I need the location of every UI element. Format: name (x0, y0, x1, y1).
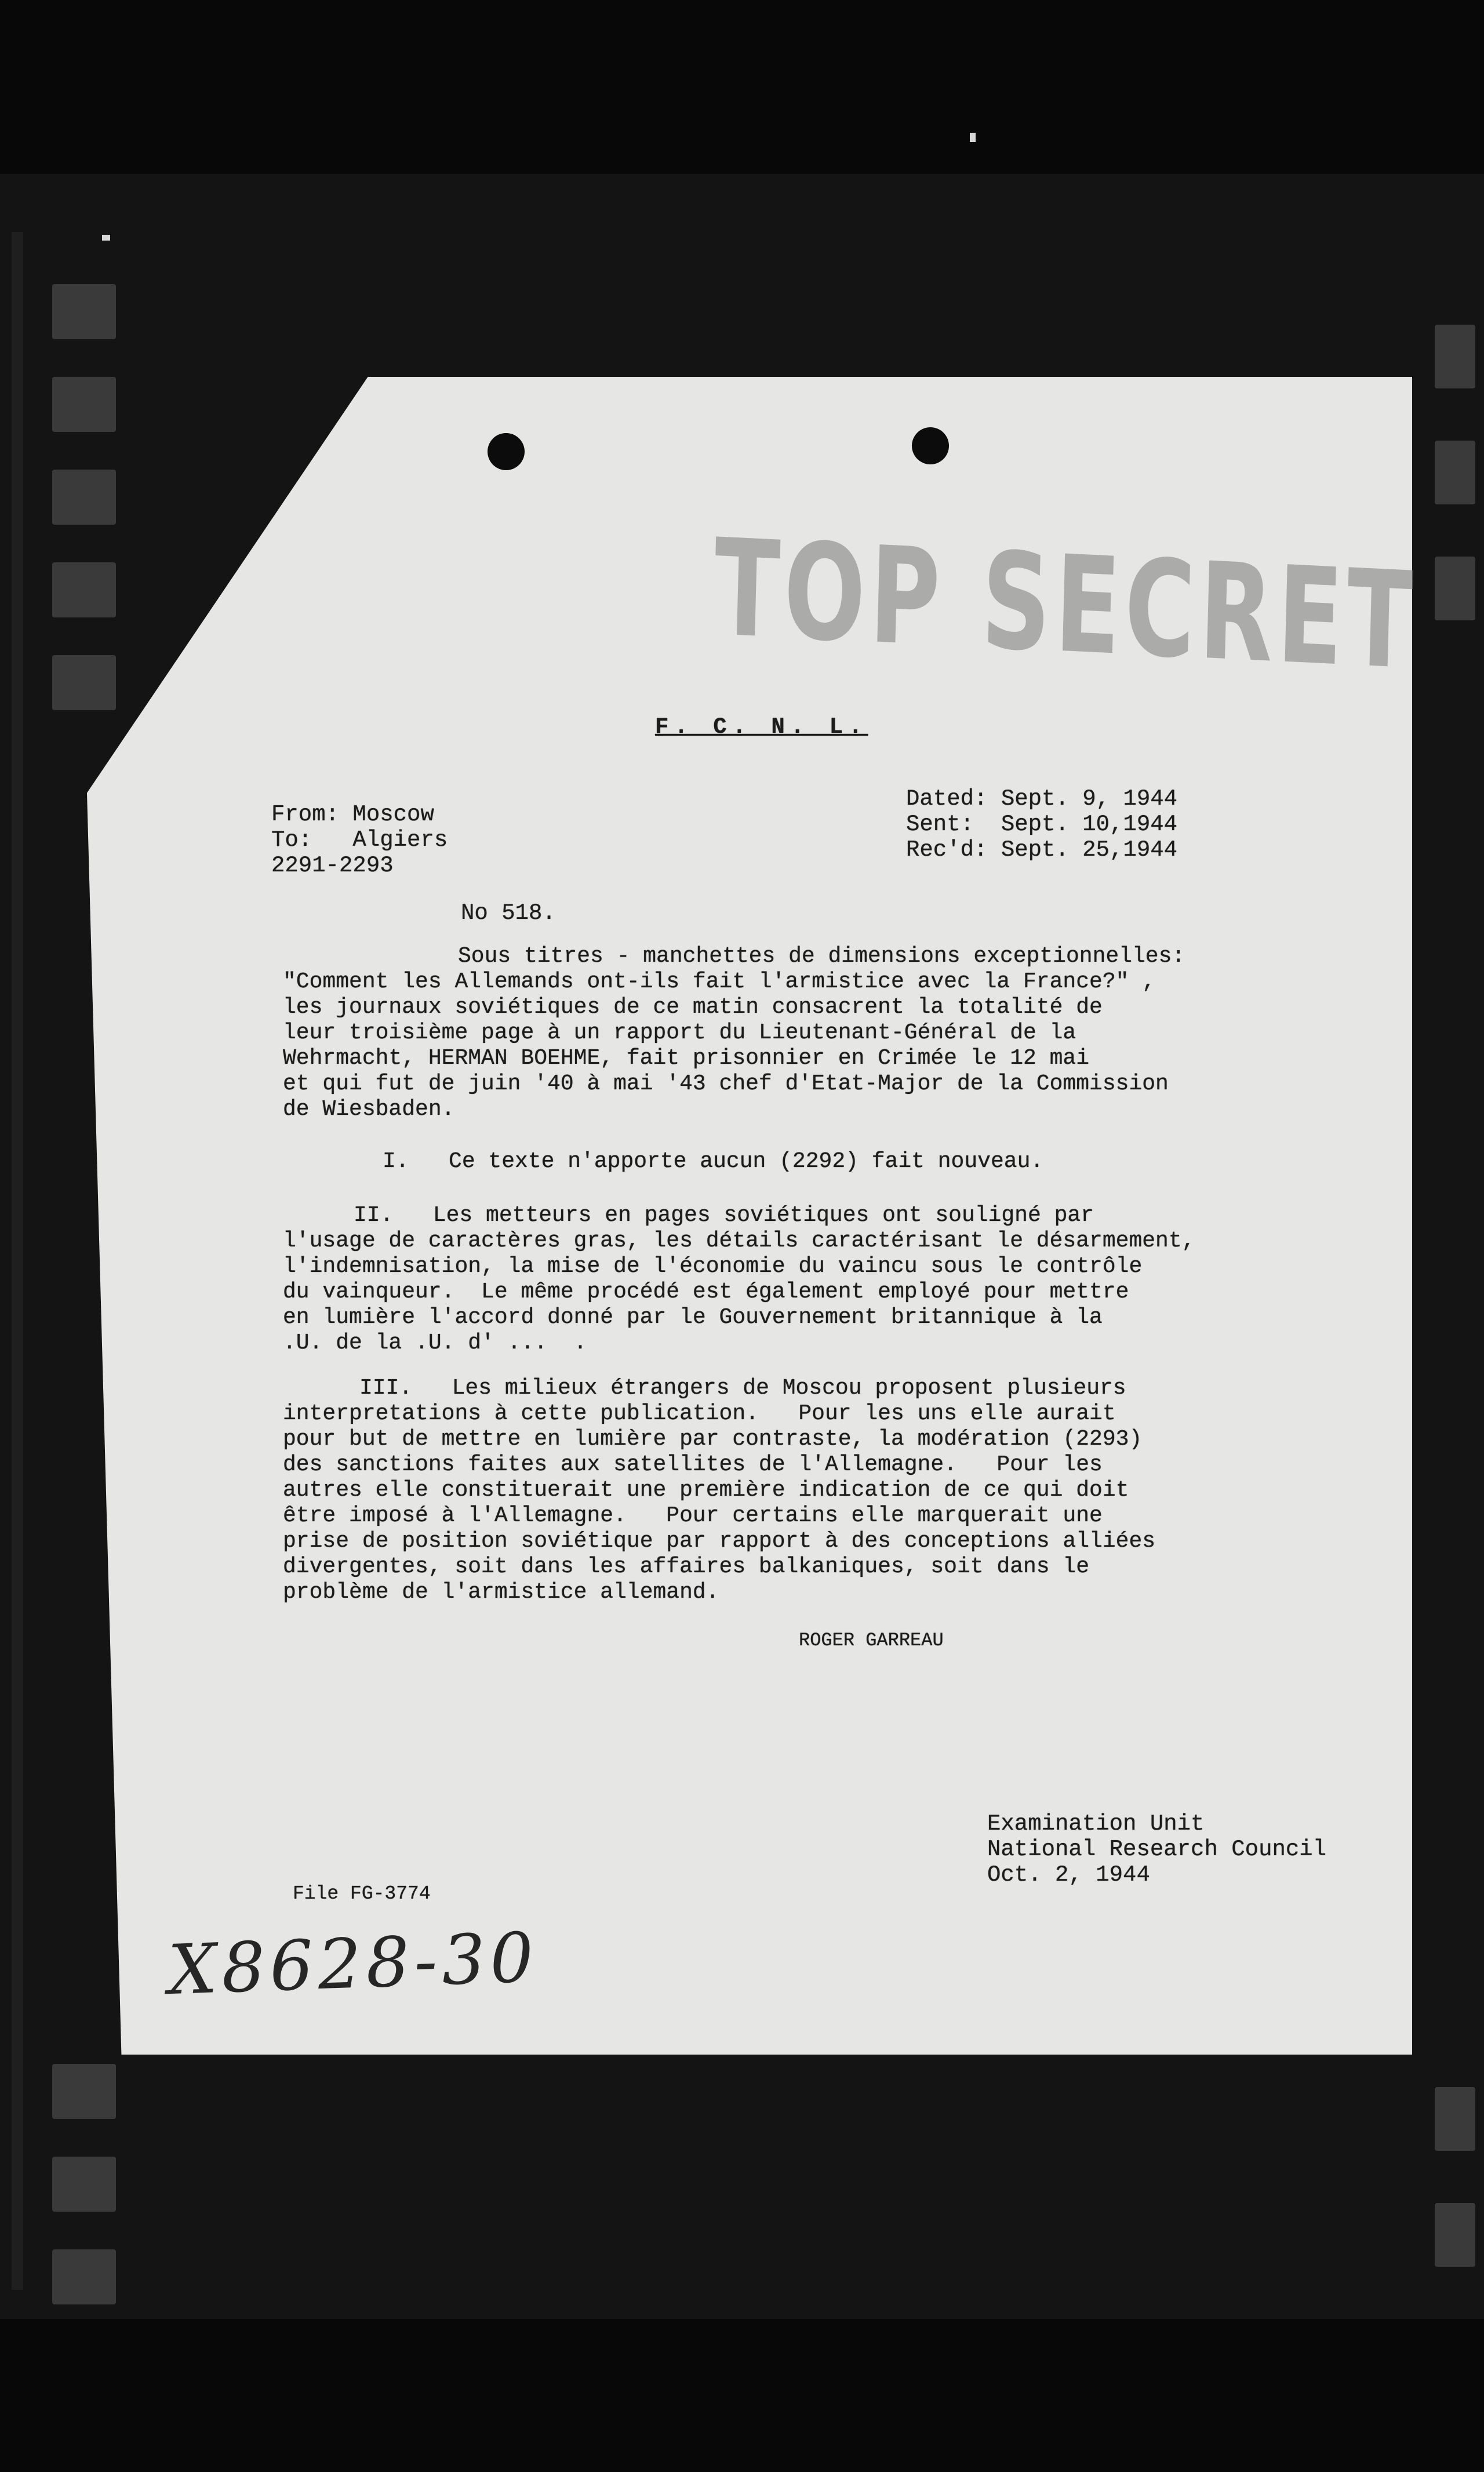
body-line: interpretations à cette publication. Pour les uns elle aurait (283, 1401, 1116, 1426)
exam-date-line: Oct. 2, 1944 (987, 1862, 1150, 1888)
sprocket-hole (52, 2249, 116, 2304)
body-line: divergentes, soit dans les affaires balkaniques, soit dans le (283, 1554, 1090, 1579)
exam-unit-line: Examination Unit (987, 1811, 1205, 1837)
body-line: être imposé à l'Allemagne. Pour certains elle marquerait une (283, 1503, 1103, 1528)
handwritten-annotation: X8628-30 (166, 1917, 540, 2011)
signature: ROGER GARREAU (799, 1630, 944, 1651)
body-line: des sanctions faites aux satellites de l'Allemagne. Pour les (283, 1452, 1103, 1477)
body-line: I. Ce texte n'apporte aucun (2292) fait nouveau. (383, 1149, 1044, 1174)
body-line: II. Les metteurs en pages soviétiques ont souligné par (354, 1203, 1094, 1228)
sprocket-hole (52, 655, 116, 710)
sprocket-hole (1435, 325, 1475, 388)
from-line: From: Moscow (271, 802, 434, 827)
sprocket-hole (52, 562, 116, 617)
film-speck (970, 133, 976, 142)
received-line: Rec'd: Sept. 25,1944 (906, 837, 1178, 863)
sprocket-hole (52, 377, 116, 432)
sprocket-hole (52, 2064, 116, 2119)
body-line: Wehrmacht, HERMAN BOEHME, fait prisonnier en Crimée le 12 mai (283, 1046, 1090, 1071)
body-line: prise de position soviétique par rapport à des conceptions alliées (283, 1529, 1156, 1554)
body-line: du vainqueur. Le même procédé est également employé pour mettre (283, 1279, 1129, 1304)
body-line: .U. de la .U. d' ... . (283, 1330, 587, 1355)
body-line: "Comment les Allemands ont-ils fait l'armistice avec la France?" , (283, 969, 1156, 994)
sent-line: Sent: Sept. 10,1944 (906, 812, 1178, 837)
punch-hole (488, 433, 525, 470)
body-line: et qui fut de juin '40 à mai '43 chef d'Etat-Major de la Commission (283, 1071, 1169, 1096)
sprocket-hole (1435, 557, 1475, 620)
sprocket-hole (1435, 2203, 1475, 2267)
sprocket-hole (52, 2157, 116, 2212)
document-header: F. C. N. L. (655, 714, 868, 740)
body-line: l'indemnisation, la mise de l'économie du vaincu sous le contrôle (283, 1254, 1143, 1279)
body-line: III. Les milieux étrangers de Moscou proposent plusieurs (359, 1376, 1126, 1401)
body-line: leur troisième page à un rapport du Lieutenant-Général de la (283, 1020, 1076, 1045)
film-speck (102, 235, 110, 241)
top-secret-stamp: TOP SECRET (712, 511, 1419, 700)
exam-council-line: National Research Council (987, 1837, 1327, 1862)
punch-hole (912, 427, 949, 464)
sprocket-hole (52, 470, 116, 525)
sprocket-hole (52, 284, 116, 339)
to-line: To: Algiers (271, 827, 448, 853)
body-line: Sous titres - manchettes de dimensions exceptionnelles: (458, 944, 1185, 969)
body-line: de Wiesbaden. (283, 1097, 455, 1122)
sprocket-hole (1435, 2087, 1475, 2151)
film-edge-line (12, 232, 23, 2290)
body-line: pour but de mettre en lumière par contraste, la modération (2293) (283, 1427, 1143, 1452)
body-line: en lumière l'accord donné par le Gouvernement britannique à la (283, 1305, 1103, 1330)
sprocket-hole (1435, 441, 1475, 504)
message-numbers: 2291-2293 (271, 853, 394, 878)
body-line: l'usage de caractères gras, les détails caractérisant le désarmement, (283, 1228, 1195, 1253)
body-line: autres elle constituerait une première indication de ce qui doit (283, 1478, 1129, 1503)
dated-line: Dated: Sept. 9, 1944 (906, 786, 1178, 812)
body-line: problème de l'armistice allemand. (283, 1580, 719, 1605)
body-line: les journaux soviétiques de ce matin consacrent la totalité de (283, 995, 1103, 1020)
message-number: No 518. (461, 900, 556, 926)
file-reference: File FG-3774 (293, 1883, 431, 1904)
